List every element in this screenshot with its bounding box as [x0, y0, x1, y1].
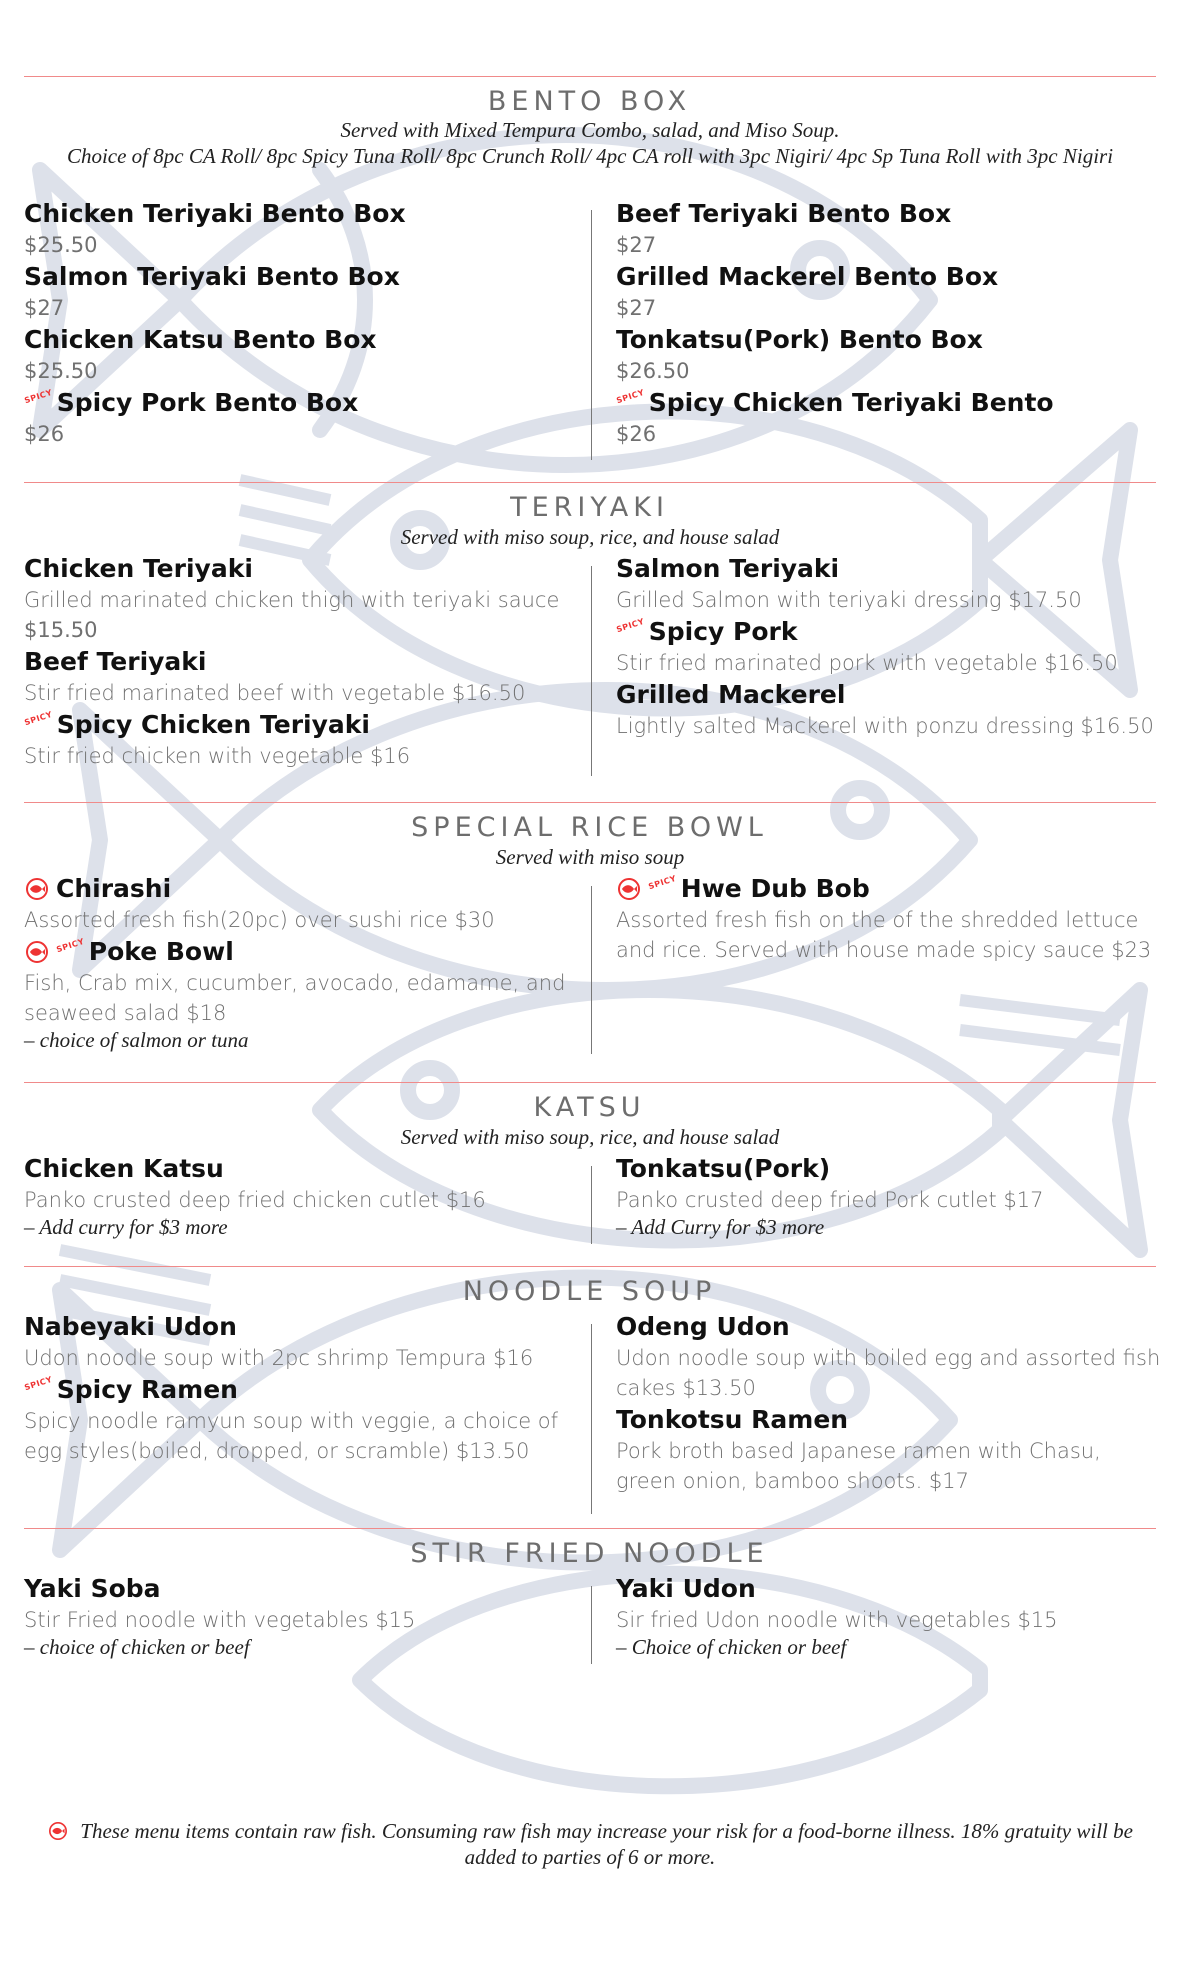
item-name: Tonkatsu(Pork) Bento Box — [616, 325, 983, 354]
raw-fish-icon — [47, 1822, 69, 1840]
menu-item — [24, 872, 569, 935]
section-divider — [24, 802, 1156, 803]
menu-item — [616, 615, 1161, 678]
item-description: Udon noodle soup with boiled egg and assorted fish cakes $13.50 — [616, 1346, 1161, 1400]
item-description: Udon noodle soup with 2pc shrimp Tempura $16 — [24, 1346, 534, 1370]
menu-item — [24, 552, 569, 645]
item-description: Assorted fresh fish on the of the shredded lettuce and rice. Served with house made spicy sauce $23 — [616, 908, 1152, 962]
item-name-row — [24, 872, 569, 905]
section-title-katsu: KATSU — [533, 1092, 646, 1123]
menu-item — [24, 645, 569, 708]
menu-item — [24, 1373, 569, 1466]
menu-item — [616, 678, 1161, 741]
raw-fish-icon — [616, 878, 642, 900]
menu-item — [616, 197, 1161, 260]
item-note: – choice of salmon or tuna — [24, 1028, 249, 1052]
item-description: Fish, Crab mix, cucumber, avocado, edamame, and seaweed salad $18 — [24, 971, 566, 1025]
item-description: Stir fried marinated beef with vegetable $16.50 — [24, 681, 526, 705]
disclaimer-text: These menu items contain raw fish. Consuming raw fish may increase your risk for a food-borne illness. 18% gratuity will be added to parties of 6 or more. — [80, 1819, 1133, 1869]
item-name: Salmon Teriyaki — [616, 554, 840, 583]
menu-item — [616, 552, 1161, 615]
item-note: – Add curry for $3 more — [24, 1215, 228, 1239]
raw-fish-icon — [24, 941, 50, 963]
item-name: Salmon Teriyaki Bento Box — [24, 262, 400, 291]
item-name: Beef Teriyaki Bento Box — [616, 199, 952, 228]
item-price: $27 — [616, 233, 657, 257]
item-name: Yaki Soba — [24, 1574, 161, 1603]
item-description: Lightly salted Mackerel with ponzu dressing $16.50 — [616, 714, 1154, 738]
item-note: – choice of chicken or beef — [24, 1635, 250, 1659]
item-description: Panko crusted deep fried chicken cutlet $16 — [24, 1188, 486, 1212]
item-name: Chirashi — [56, 874, 172, 903]
column-divider — [591, 1166, 592, 1244]
noodle-right-column — [616, 1310, 1161, 1496]
menu-item — [616, 1572, 1161, 1660]
item-description: Panko crusted deep fried Pork cutlet $17 — [616, 1188, 1044, 1212]
menu-item — [616, 872, 1161, 965]
menu-item — [24, 1152, 569, 1240]
spicy-icon: SPICY — [23, 709, 54, 728]
spicy-icon: SPICY — [615, 387, 646, 406]
menu-item — [24, 935, 569, 1053]
stirfried-left-column — [24, 1572, 569, 1660]
menu-item — [616, 1152, 1161, 1240]
spicy-icon: SPICY — [23, 387, 54, 406]
item-name: Chicken Katsu — [24, 1154, 224, 1183]
menu-item — [616, 386, 1161, 449]
item-name: Spicy Chicken Teriyaki — [56, 710, 370, 739]
katsu-left-column — [24, 1152, 569, 1240]
item-name: Spicy Pork — [648, 617, 798, 646]
item-price: $25.50 — [24, 233, 98, 257]
item-name: Beef Teriyaki — [24, 647, 207, 676]
section-subtitle-bento: Served with Mixed Tempura Combo, salad, and Miso Soup. — [340, 118, 840, 142]
item-description: Stir Fried noodle with vegetables $15 — [24, 1608, 416, 1632]
item-price: $27 — [616, 296, 657, 320]
item-name: Poke Bowl — [88, 937, 234, 966]
spicy-icon: SPICY — [55, 936, 86, 955]
menu-item — [616, 1403, 1161, 1496]
menu-item — [616, 323, 1161, 386]
column-divider — [591, 566, 592, 776]
menu-item — [616, 1310, 1161, 1403]
section-subtitle-rice-bowl: Served with miso soup — [495, 845, 685, 869]
item-description: Assorted fresh fish(20pc) over sushi rice $30 — [24, 908, 495, 932]
item-name: Odeng Udon — [616, 1312, 790, 1341]
item-name-row — [616, 872, 1161, 905]
item-price: $26 — [24, 422, 65, 446]
item-name-row — [24, 386, 569, 419]
raw-fish-disclaimer — [40, 1818, 1140, 1870]
section-title-noodle-soup: NOODLE SOUP — [462, 1276, 717, 1307]
item-description: Stir fried marinated pork with vegetable $16.50 — [616, 651, 1118, 675]
menu-item — [24, 323, 569, 386]
item-name: Spicy Chicken Teriyaki Bento — [648, 388, 1054, 417]
item-description: Grilled Salmon with teriyaki dressing $17.50 — [616, 588, 1082, 612]
section-title-bento: BENTO BOX — [487, 86, 692, 117]
item-name-row — [24, 1373, 569, 1406]
section-title-rice-bowl: SPECIAL RICE BOWL — [411, 812, 768, 843]
teriyaki-right-column — [616, 552, 1161, 741]
section-divider — [24, 1082, 1156, 1083]
column-divider — [591, 1586, 592, 1664]
item-price: $26 — [616, 422, 657, 446]
spicy-icon: SPICY — [23, 1374, 54, 1393]
spicy-icon: SPICY — [615, 616, 646, 635]
section-divider — [24, 76, 1156, 77]
item-name: Chicken Katsu Bento Box — [24, 325, 377, 354]
rice-right-column — [616, 872, 1161, 965]
item-name-row — [24, 935, 569, 968]
menu-item — [24, 1572, 569, 1660]
section-subtitle-bento-choices: Choice of 8pc CA Roll/ 8pc Spicy Tuna Roll/ 8pc Crunch Roll/ 4pc CA roll with 3pc Nigiri/ 4pc Sp Tuna Roll with 3pc Nigiri — [66, 144, 1114, 168]
item-name: Tonkotsu Ramen — [616, 1405, 849, 1434]
menu-item — [24, 197, 569, 260]
item-price: $25.50 — [24, 359, 98, 383]
item-price: $27 — [24, 296, 65, 320]
noodle-left-column — [24, 1310, 569, 1466]
katsu-right-column — [616, 1152, 1161, 1240]
item-name: Chicken Teriyaki Bento Box — [24, 199, 406, 228]
bento-right-column — [616, 197, 1161, 449]
menu-item — [24, 708, 569, 771]
item-name: Spicy Ramen — [56, 1375, 238, 1404]
item-name: Spicy Pork Bento Box — [56, 388, 359, 417]
item-name-row — [616, 386, 1161, 419]
item-description: Spicy noodle ramyun soup with veggie, a choice of egg styles(boiled, dropped, or scramble) $13.50 — [24, 1409, 559, 1463]
section-subtitle-katsu: Served with miso soup, rice, and house salad — [400, 1125, 780, 1149]
item-name-row — [24, 708, 569, 741]
menu-item — [616, 260, 1161, 323]
section-divider — [24, 1528, 1156, 1529]
column-divider — [591, 1324, 592, 1514]
menu-item — [24, 260, 569, 323]
spicy-icon: SPICY — [647, 873, 678, 892]
teriyaki-left-column — [24, 552, 569, 771]
menu-item — [24, 1310, 569, 1373]
rice-left-column — [24, 872, 569, 1053]
item-description: Stir fried chicken with vegetable $16 — [24, 744, 411, 768]
column-divider — [591, 210, 592, 460]
item-price: $26.50 — [616, 359, 690, 383]
item-name-row — [616, 615, 1161, 648]
stirfried-right-column — [616, 1572, 1161, 1660]
item-name: Grilled Mackerel — [616, 680, 846, 709]
raw-fish-icon — [24, 878, 50, 900]
item-description: Pork broth based Japanese ramen with Chasu, green onion, bamboo shoots. $17 — [616, 1439, 1101, 1493]
item-name: Chicken Teriyaki — [24, 554, 253, 583]
section-title-teriyaki: TERIYAKI — [510, 492, 669, 523]
item-name: Yaki Udon — [616, 1574, 756, 1603]
item-name: Nabeyaki Udon — [24, 1312, 237, 1341]
section-divider — [24, 1266, 1156, 1267]
item-price: $15.50 — [24, 618, 98, 642]
item-description: Grilled marinated chicken thigh with teriyaki sauce — [24, 588, 560, 612]
item-description: Sir fried Udon noodle with vegetables $15 — [616, 1608, 1058, 1632]
menu-item — [24, 386, 569, 449]
column-divider — [591, 886, 592, 1054]
item-name: Grilled Mackerel Bento Box — [616, 262, 999, 291]
item-note: – Add Curry for $3 more — [616, 1215, 825, 1239]
item-name: Tonkatsu(Pork) — [616, 1154, 831, 1183]
bento-left-column — [24, 197, 569, 449]
item-name: Hwe Dub Bob — [680, 874, 870, 903]
section-title-stir-fried: STIR FRIED NOODLE — [410, 1538, 769, 1569]
item-note: – Choice of chicken or beef — [616, 1635, 847, 1659]
section-divider — [24, 482, 1156, 483]
section-subtitle-teriyaki: Served with miso soup, rice, and house salad — [400, 525, 780, 549]
